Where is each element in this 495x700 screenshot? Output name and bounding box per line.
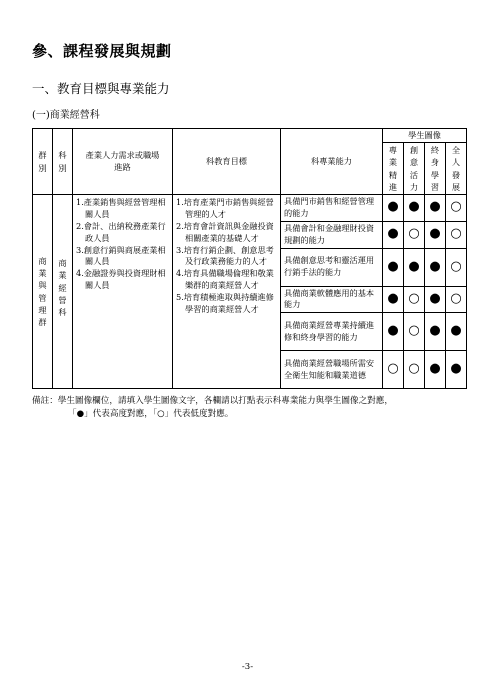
table-note bbox=[32, 395, 472, 422]
group-name-text: 商業與管理群 bbox=[38, 255, 47, 328]
ability-cell: 具備創意思考和靈活運用行銷手法的能力 bbox=[281, 248, 383, 286]
career-item: 1.產業銷售與經營管理相關人員 bbox=[76, 197, 166, 219]
header-portrait-1 bbox=[383, 143, 404, 195]
career-cell bbox=[73, 195, 173, 389]
mark-cell: ○ bbox=[383, 351, 404, 389]
header-portrait-4 bbox=[446, 143, 467, 195]
header-objectives-text: 科教育目標 bbox=[206, 155, 247, 166]
objective-item: 5.培育積極進取與持續進修學習的商業經營人才 bbox=[176, 292, 274, 315]
ability-cell: 具備會計和金融理財投資規劃的能力 bbox=[281, 221, 383, 248]
career-item: 3.創意行銷與商展產業相關人員 bbox=[76, 244, 166, 267]
header-portrait-2 bbox=[404, 143, 425, 195]
objectives-cell bbox=[173, 195, 281, 389]
mark-cell: ● bbox=[383, 221, 404, 248]
header-group-text: 群別 bbox=[38, 150, 47, 173]
mark-cell: ● bbox=[446, 351, 467, 389]
group-name-cell bbox=[33, 195, 53, 389]
ability-table bbox=[32, 128, 467, 389]
header-portrait-group bbox=[383, 129, 467, 143]
mark-cell: ● bbox=[383, 195, 404, 222]
header-portrait-3 bbox=[425, 143, 446, 195]
header-abilities-text: 科專業能力 bbox=[311, 155, 352, 166]
objective-item: 1.培育產業門市銷售與經營管理的人才 bbox=[176, 197, 274, 219]
mark-cell: ○ bbox=[446, 221, 467, 248]
objective-item: 3.培育行銷企劃、創意思考及行政業務能力的人才 bbox=[176, 244, 274, 267]
mark-cell: ● bbox=[425, 221, 446, 248]
mark-cell: ● bbox=[383, 313, 404, 351]
header-department-text: 科別 bbox=[58, 150, 67, 173]
note-line-1: 備註：學生圖像欄位，請填入學生圖像文字，各欄請以打點表示科專業能力與學生圖像之對應， bbox=[32, 396, 393, 406]
mark-cell: ● bbox=[446, 313, 467, 351]
mark-cell: ● bbox=[425, 351, 446, 389]
objective-item: 2.培育會計資訊與金融投資相關產業的基礎人才 bbox=[176, 220, 274, 243]
mark-cell: ● bbox=[425, 313, 446, 351]
career-item: 2.會計、出納稅務產業行政人員 bbox=[76, 220, 166, 243]
header-portrait-group-text: 學生圖像 bbox=[408, 129, 441, 140]
mark-cell: ● bbox=[404, 248, 425, 286]
mark-cell: ● bbox=[425, 248, 446, 286]
mark-cell: ○ bbox=[446, 248, 467, 286]
ability-cell: 具備商業經營職場所需安全衛生知能和職業道德 bbox=[281, 351, 383, 389]
department-name-cell bbox=[53, 195, 73, 389]
header-group bbox=[33, 129, 53, 195]
header-career bbox=[73, 129, 173, 195]
mark-cell: ● bbox=[404, 195, 425, 222]
mark-cell: ○ bbox=[404, 286, 425, 313]
career-item: 4.金融證券與投資理財相關人員 bbox=[76, 268, 166, 291]
portrait-1-text: 專業精進 bbox=[388, 144, 398, 192]
header-career-text: 產業人力需求或職場進路 bbox=[85, 149, 160, 172]
mark-cell: ○ bbox=[404, 351, 425, 389]
mark-cell: ○ bbox=[404, 313, 425, 351]
header-department bbox=[53, 129, 73, 195]
mark-cell: ● bbox=[425, 195, 446, 222]
header-objectives bbox=[173, 129, 281, 195]
portrait-4-text: 全人發展 bbox=[451, 144, 461, 192]
page-number: -3- bbox=[241, 662, 254, 672]
portrait-3-text: 終身學習 bbox=[430, 144, 440, 192]
ability-cell: 具備門市銷售和經營管理的能力 bbox=[281, 195, 383, 222]
mark-cell: ● bbox=[383, 248, 404, 286]
ability-cell: 具備商業軟體應用的基本能力 bbox=[281, 286, 383, 313]
department-title: (一)商業經營科 bbox=[32, 110, 100, 121]
subsection-title: 一、教育目標與專業能力 bbox=[32, 81, 170, 96]
mark-cell: ○ bbox=[446, 195, 467, 222]
portrait-2-text: 創意活力 bbox=[409, 144, 419, 192]
objective-item: 4.培育具備職場倫理和敬業樂群的商業經營人才 bbox=[176, 268, 274, 291]
department-name-text: 商業經營科 bbox=[58, 258, 67, 318]
note-line-2: 「●」代表高度對應，「○」代表低度對應。 bbox=[68, 409, 234, 420]
header-abilities bbox=[281, 129, 383, 195]
mark-cell: ○ bbox=[446, 286, 467, 313]
mark-cell: ● bbox=[383, 286, 404, 313]
mark-cell: ○ bbox=[404, 221, 425, 248]
mark-cell: ● bbox=[425, 286, 446, 313]
ability-cell: 具備商業經營專業持續進修和終身學習的能力 bbox=[281, 313, 383, 351]
section-title: 參、課程發展與規劃 bbox=[32, 42, 172, 60]
